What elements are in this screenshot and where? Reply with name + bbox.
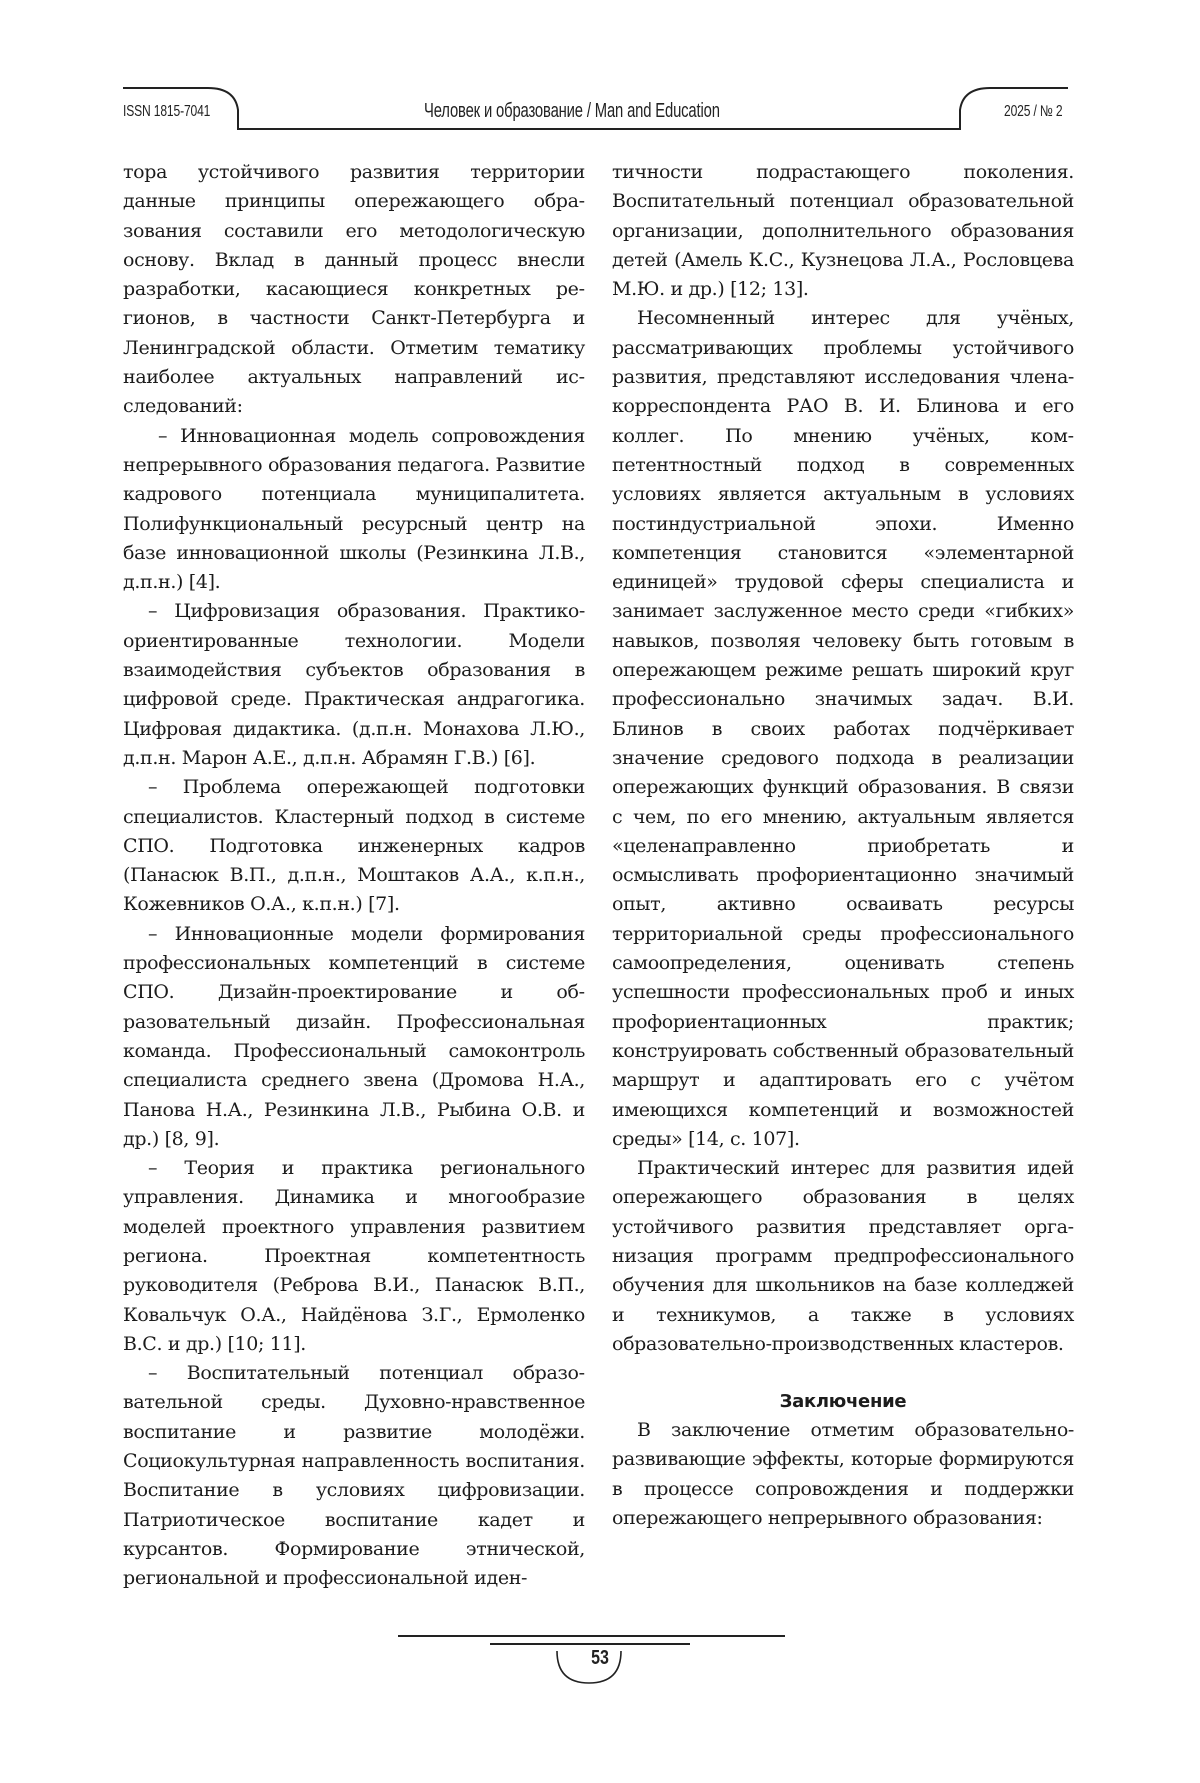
right-column <box>612 158 1074 1533</box>
conclusion-paragraph: В заключение отметим образовательно-развивающие эффекты, которые формируются в процессе сопровождения и поддержки опережающего непрерывного образования: <box>612 1419 1074 1530</box>
list-item: – Инновационная модель сопровождения непрерывного образования педагога. Развитие кадрового потенциала муниципалитета. Полифункциональный ресурсный центр на базе инновационной школы (Резинкина Л.В., д.п.н.) [4]. <box>123 424 585 594</box>
paragraph: тора устойчивого развития территории данные принципы опережающего образования составили его методологическую основу. Вклад в данный процесс внесли разработки, касающиеся конкретных регионов, в частности Санкт-Петербурга и Ленинградской области. Отметим тематику наиболее актуальных направлений исследований: <box>123 161 585 418</box>
paragraph: Практический интерес для развития идей опережающего образования в целях устойчивого развития представляет организация программ предпрофессионального обучения для школьников на базе колледжей и техникумов, а также в условиях образовательно-производственных кластеров. <box>612 1157 1074 1355</box>
section-heading: Заключение <box>779 1391 907 1413</box>
list-item: – Инновационные модели формирования профессиональных компетенций в системе СПО. Дизайн-проектирование и образовательный дизайн. Профессиональная команда. Профессиональный самоконтроль специалиста среднего звена (Дромова Н.А., Панова Н.А., Резинкина Л.В., Рыбина О.В. и др.) [8, 9]. <box>123 922 585 1150</box>
list-item: – Теория и практика регионального управления. Динамика и многообразие моделей проектного управления развитием региона. Проектная компетентность руководителя (Реброва В.И., Панасюк В.П., Ковальчук О.А., Найдёнова З.Г., Ермоленко В.С. и др.) [10; 11]. <box>123 1157 585 1355</box>
journal-title: Человек и образование / Man and Education <box>424 100 720 122</box>
list-item: – Проблема опережающей подготовки специалистов. Кластерный подход в системе СПО. Подготовка инженерных кадров (Панасюк В.П., д.п.н., Моштаков А.А., к.п.н., Кожевников О.А., к.п.н.) [7]. <box>123 776 585 916</box>
issue-label: 2025 / № 2 <box>1004 103 1063 120</box>
list-item: – Цифровизация образования. Практико-ориентированные технологии. Модели взаимодействия субъектов образования в цифровой среде. Практическая андрагогика. Цифровая дидактика. (д.п.н. Монахова Л.Ю., д.п.н. Марон А.Е., д.п.н. Абрамян Г.В.) [6]. <box>123 600 585 769</box>
issn-label: ISSN 1815-7041 <box>123 103 211 120</box>
left-column <box>123 158 585 1594</box>
paragraph: Несомненный интерес для учёных, рассматривающих проблемы устойчивого развития, представляют исследования члена-корреспондента РАО В. И. Блинова и его коллег. По мнению учёных, компетентностный подход в современных условиях является актуальным в условиях постиндустриальной эпохи. Именно компетенция становится «элементарной единицей» трудовой сферы специалиста и занимает заслуженное место среди «гибких» навыков, позволяя человеку быть готовым в опережающем режиме решать широкий круг профессионально значимых задач. В.И. Блинов в своих работах подчёркивает значение средового подхода в реализации опережающих функций образования. В связи с чем, по его мнению, актуальным является «целенаправленно приобретать и осмысливать профориентационно значимый опыт, активно осваивать ресурсы территориальной среды профессионального самоопределения, оценивать степень успешности профессиональных проб и иных профориентационных практик; конструировать собственный образовательный маршрут и адаптировать его с учётом имеющихся компетенций и возможностей среды» [14, с. 107]. <box>612 307 1074 1150</box>
list-item: – Воспитательный потенциал образовательной среды. Духовно-нравственное воспитание и развитие молодёжи. Социокультурная направленность воспитания. Воспитание в условиях цифровизации. Патриотическое воспитание кадет и курсантов. Формирование этнической, региональной и профессиональной иден- <box>123 1362 585 1590</box>
footer-frame <box>0 1620 1200 1730</box>
paragraph: тичности подрастающего поколения. Воспитательный потенциал образовательной организации, дополнительного образования детей (Амель К.С., Кузнецова Л.А., Рословцева М.Ю. и др.) [12; 13]. <box>612 161 1074 301</box>
page-number: 53 <box>591 1647 609 1669</box>
